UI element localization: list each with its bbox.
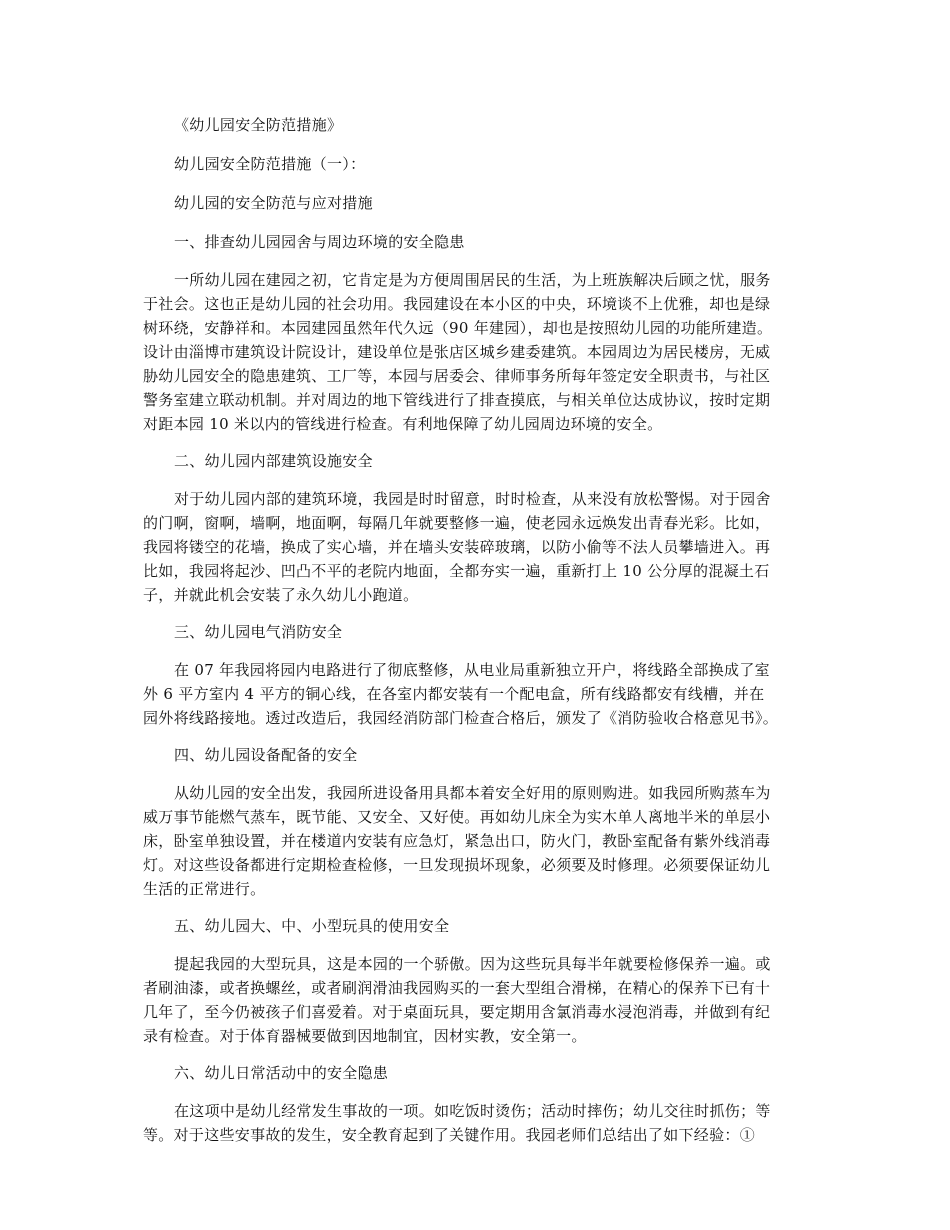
paragraph-line: 园外将线路接地。透过改造后，我园经消防部门检查合格后，颁发了《消防验收合格意见书》。 [143,709,779,727]
paragraph-line: 我园将镂空的花墙，换成了实心墙，并在墙头安装碎玻璃，以防小偷等不法人员攀墙进入。再 [143,538,771,556]
paragraph-line: 树环绕，安静祥和。本园建园虽然年代久远（90 年建园），却也是按照幼儿园的功能所建造。 [143,319,773,337]
paragraph-line: 等。对于这些安事故的发生，安全教育起到了关键作用。我园老师们总结出了如下经验：① [143,1126,756,1144]
paragraph-line: 对于幼儿园内部的建筑环境，我园是时时留意，时时检查，从来没有放松警惕。对于园舍 [174,490,771,508]
paragraph-line: 灯。对这些设备都进行定期检查检修，一旦发现损坏现象，必须要及时修理。必须要保证幼儿 [143,856,771,874]
section-heading-6: 六、幼儿日常活动中的安全隐患 [174,1064,389,1082]
paragraph-line: 一所幼儿园在建园之初，它肯定是为方便周围居民的生活，为上班族解决后顾之忧，服务 [174,271,771,289]
paragraph-line: 从幼儿园的安全出发，我园所进设备用具都本着安全好用的原则购进。如我园所购蒸车为 [174,784,771,802]
document-title: 《幼儿园安全防范措施》 [174,116,343,134]
paragraph-line: 对距本园 10 米以内的管线进行检查。有利地保障了幼儿园周边环境的安全。 [143,415,663,433]
paragraph-line: 在 07 年我园将园内电路进行了彻底整修，从电业局重新独立开户，将线路全部换成了室 [174,661,770,679]
section-heading-5: 五、幼儿园大、中、小型玩具的使用安全 [174,917,450,935]
paragraph-line: 设计由淄博市建筑设计院设计，建设单位是张店区城乡建委建筑。本园周边为居民楼房，无威 [143,343,771,361]
paragraph-line: 子，并就此机会安装了永久幼儿小跑道。 [143,586,419,604]
paragraph-line: 比如，我园将起沙、凹凸不平的老院内地面，全都夯实一遍，重新打上 10 公分厚的混凝土石 [143,562,770,580]
paragraph-line: 提起我园的大型玩具，这是本园的一个骄傲。因为这些玩具每半年就要检修保养一遍。或 [174,955,771,973]
paragraph-line: 者刷油漆，或者换螺丝，或者刷润滑油我园购买的一套大型组合滑梯，在精心的保养下已有十 [143,979,771,997]
paragraph-line: 在这项中是幼儿经常发生事故的一项。如吃饭时烫伤；活动时摔伤；幼儿交往时抓伤；等 [174,1102,771,1120]
document-subtitle: 幼儿园安全防范措施（一）： [174,155,366,173]
paragraph-line: 警务室建立联动机制。并对周边的地下管线进行了排查摸底，与相关单位达成协议，按时定期 [143,391,771,409]
paragraph-line: 于社会。这也正是幼儿园的社会功用。我园建设在本小区的中央，环境谈不上优雅，却也是绿 [143,295,771,313]
paragraph-line: 外 6 平方室内 4 平方的铜心线，在各室内都安装有一个配电盒，所有线路都安有线槽，并在 [143,685,765,703]
paragraph-line: 几年了，至今仍被孩子们喜爱着。对于桌面玩具，要定期用含氯消毒水浸泡消毒，并做到有纪 [143,1003,771,1021]
paragraph-line: 生活的正常进行。 [143,880,266,898]
paragraph-line: 床，卧室单独设置，并在楼道内安装有应急灯，紧急出口，防火门，教卧室配备有紫外线消毒 [143,832,771,850]
paragraph-line: 的门啊，窗啊，墙啊，地面啊，每隔几年就要整修一遍，使老园永远焕发出青春光彩。比如， [143,514,771,532]
section-heading-3: 三、幼儿园电气消防安全 [174,623,343,641]
section-heading-2: 二、幼儿园内部建筑设施安全 [174,452,373,470]
paragraph-line: 威万事节能燃气蒸车，既节能、又安全、又好使。再如幼儿床全为实木单人离地半米的单层小 [143,808,771,826]
section-heading-1: 一、排查幼儿园园舍与周边环境的安全隐患 [174,233,465,251]
document-topic: 幼儿园的安全防范与应对措施 [174,194,373,212]
section-heading-4: 四、幼儿园设备配备的安全 [174,746,358,764]
paragraph-line: 录有检查。对于体育器械要做到因地制宜，因材实教，安全第一。 [143,1027,587,1045]
paragraph-line: 胁幼儿园安全的隐患建筑、工厂等，本园与居委会、律师事务所每年签定安全职责书，与社区 [143,367,771,385]
